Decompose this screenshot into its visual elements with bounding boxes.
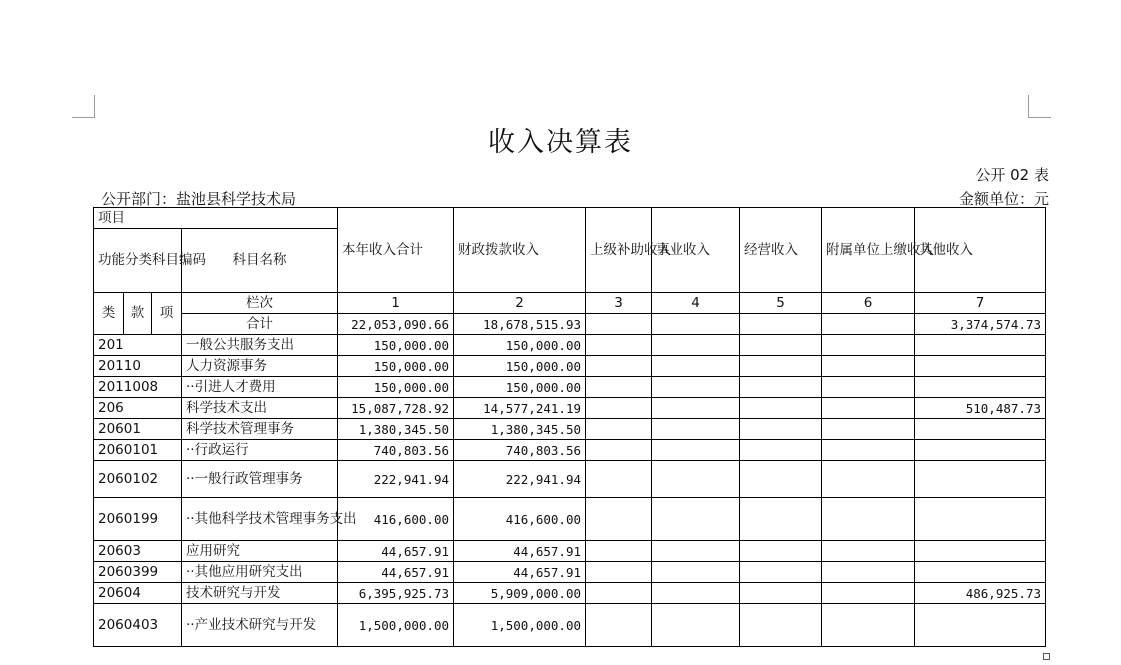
row-code: 20603 xyxy=(94,541,182,562)
header-func-code: 功能分类科目编码 xyxy=(94,229,182,293)
row-business xyxy=(652,335,740,356)
table-resize-handle[interactable] xyxy=(1043,653,1050,660)
row-other xyxy=(915,356,1046,377)
row-fiscal: 222,941.94 xyxy=(454,461,586,498)
row-business xyxy=(652,398,740,419)
header-lei: 类 xyxy=(94,293,124,335)
header-subject-name: 科目名称 xyxy=(182,229,338,293)
row-business xyxy=(652,541,740,562)
header-business: 事业收入 xyxy=(652,208,740,293)
row-operating xyxy=(740,356,822,377)
row-other xyxy=(915,440,1046,461)
col-num: 7 xyxy=(915,293,1046,314)
row-affiliated xyxy=(822,541,915,562)
header-affiliated: 附属单位上缴收入 xyxy=(822,208,915,293)
row-operating xyxy=(740,583,822,604)
row-fiscal: 1,500,000.00 xyxy=(454,604,586,647)
table-row xyxy=(94,356,1046,377)
row-business xyxy=(652,440,740,461)
header-xiang: 项 xyxy=(152,293,182,335)
total-row-label: 合计 xyxy=(182,314,338,335)
total-row-business xyxy=(652,314,740,335)
row-superior xyxy=(586,498,652,541)
row-total-income: 740,803.56 xyxy=(338,440,454,461)
row-fiscal: 5,909,000.00 xyxy=(454,583,586,604)
row-total-income: 150,000.00 xyxy=(338,335,454,356)
row-code: 2011008 xyxy=(94,377,182,398)
row-superior xyxy=(586,541,652,562)
header-kuan: 款 xyxy=(124,293,152,335)
row-other: 486,925.73 xyxy=(915,583,1046,604)
page-corner-mark-left xyxy=(72,95,95,118)
row-superior xyxy=(586,377,652,398)
row-operating xyxy=(740,604,822,647)
row-other: 510,487.73 xyxy=(915,398,1046,419)
row-superior xyxy=(586,461,652,498)
col-num: 1 xyxy=(338,293,454,314)
table-row xyxy=(94,498,1046,541)
row-operating xyxy=(740,498,822,541)
table-row xyxy=(94,335,1046,356)
col-num: 5 xyxy=(740,293,822,314)
table-row xyxy=(94,604,1046,647)
row-superior xyxy=(586,335,652,356)
row-affiliated xyxy=(822,356,915,377)
row-fiscal: 740,803.56 xyxy=(454,440,586,461)
page-corner-mark-right xyxy=(1028,95,1051,118)
row-subject-name: 应用研究 xyxy=(182,541,338,562)
row-superior xyxy=(586,356,652,377)
row-affiliated xyxy=(822,562,915,583)
row-other xyxy=(915,541,1046,562)
row-superior xyxy=(586,398,652,419)
row-total-income: 1,380,345.50 xyxy=(338,419,454,440)
row-business xyxy=(652,604,740,647)
row-other xyxy=(915,377,1046,398)
row-superior xyxy=(586,440,652,461)
row-operating xyxy=(740,377,822,398)
row-business xyxy=(652,498,740,541)
table-row xyxy=(94,377,1046,398)
row-affiliated xyxy=(822,440,915,461)
row-code: 20601 xyxy=(94,419,182,440)
row-other xyxy=(915,604,1046,647)
row-code: 2060403 xyxy=(94,604,182,647)
row-code: 206 xyxy=(94,398,182,419)
row-superior xyxy=(586,583,652,604)
row-total-income: 150,000.00 xyxy=(338,356,454,377)
col-num: 3 xyxy=(586,293,652,314)
row-business xyxy=(652,562,740,583)
row-total-income: 416,600.00 xyxy=(338,498,454,541)
row-fiscal: 14,577,241.19 xyxy=(454,398,586,419)
row-total-income: 44,657.91 xyxy=(338,562,454,583)
col-num: 4 xyxy=(652,293,740,314)
document-title: 收入决算表 xyxy=(488,127,633,158)
header-total-income: 本年收入合计 xyxy=(338,208,454,293)
row-affiliated xyxy=(822,583,915,604)
header-other: 其他收入 xyxy=(915,208,1046,293)
row-code: 201 xyxy=(94,335,182,356)
total-row-superior xyxy=(586,314,652,335)
row-affiliated xyxy=(822,461,915,498)
income-final-accounts-table xyxy=(93,207,1046,647)
table-row xyxy=(94,419,1046,440)
row-code: 2060199 xyxy=(94,498,182,541)
row-subject-name: ··其他科学技术管理事务支出 xyxy=(182,498,338,541)
table-row xyxy=(94,562,1046,583)
row-fiscal: 44,657.91 xyxy=(454,562,586,583)
row-total-income: 222,941.94 xyxy=(338,461,454,498)
row-fiscal: 1,380,345.50 xyxy=(454,419,586,440)
row-other xyxy=(915,419,1046,440)
header-operating: 经营收入 xyxy=(740,208,822,293)
row-code: 2060102 xyxy=(94,461,182,498)
row-subject-name: ··引进人才费用 xyxy=(182,377,338,398)
row-operating xyxy=(740,419,822,440)
row-other xyxy=(915,562,1046,583)
total-row-other: 3,374,574.73 xyxy=(915,314,1046,335)
header-fiscal: 财政拨款收入 xyxy=(454,208,586,293)
table-row xyxy=(94,440,1046,461)
row-fiscal: 150,000.00 xyxy=(454,356,586,377)
row-operating xyxy=(740,541,822,562)
row-total-income: 6,395,925.73 xyxy=(338,583,454,604)
row-business xyxy=(652,583,740,604)
row-business xyxy=(652,377,740,398)
row-operating xyxy=(740,335,822,356)
row-subject-name: 技术研究与开发 xyxy=(182,583,338,604)
row-superior xyxy=(586,419,652,440)
form-code: 公开 02 表 xyxy=(975,166,1049,184)
row-affiliated xyxy=(822,335,915,356)
row-subject-name: ··行政运行 xyxy=(182,440,338,461)
row-total-income: 15,087,728.92 xyxy=(338,398,454,419)
row-affiliated xyxy=(822,498,915,541)
row-subject-name: 人力资源事务 xyxy=(182,356,338,377)
row-code: 20604 xyxy=(94,583,182,604)
table-row xyxy=(94,461,1046,498)
row-operating xyxy=(740,398,822,419)
header-column-seq: 栏次 xyxy=(182,293,338,314)
row-total-income: 1,500,000.00 xyxy=(338,604,454,647)
row-subject-name: 科学技术支出 xyxy=(182,398,338,419)
total-row-fiscal: 18,678,515.93 xyxy=(454,314,586,335)
row-operating xyxy=(740,461,822,498)
row-affiliated xyxy=(822,604,915,647)
row-business xyxy=(652,419,740,440)
row-affiliated xyxy=(822,377,915,398)
row-business xyxy=(652,356,740,377)
row-total-income: 44,657.91 xyxy=(338,541,454,562)
total-row-affiliated xyxy=(822,314,915,335)
table-row xyxy=(94,583,1046,604)
amount-unit-label: 金额单位：元 xyxy=(958,190,1049,208)
row-subject-name: ··一般行政管理事务 xyxy=(182,461,338,498)
row-other xyxy=(915,335,1046,356)
row-subject-name: 科学技术管理事务 xyxy=(182,419,338,440)
row-fiscal: 416,600.00 xyxy=(454,498,586,541)
row-subject-name: ··产业技术研究与开发 xyxy=(182,604,338,647)
row-code: 2060101 xyxy=(94,440,182,461)
row-fiscal: 150,000.00 xyxy=(454,377,586,398)
row-total-income: 150,000.00 xyxy=(338,377,454,398)
table-row xyxy=(94,398,1046,419)
row-superior xyxy=(586,562,652,583)
row-business xyxy=(652,461,740,498)
row-operating xyxy=(740,562,822,583)
header-superior: 上级补助收入 xyxy=(586,208,652,293)
row-code: 20110 xyxy=(94,356,182,377)
header-item: 项目 xyxy=(94,208,338,229)
row-affiliated xyxy=(822,398,915,419)
row-affiliated xyxy=(822,419,915,440)
row-subject-name: 一般公共服务支出 xyxy=(182,335,338,356)
row-fiscal: 44,657.91 xyxy=(454,541,586,562)
total-row-operating xyxy=(740,314,822,335)
department-label: 公开部门：盐池县科学技术局 xyxy=(101,190,297,208)
row-fiscal: 150,000.00 xyxy=(454,335,586,356)
col-num: 2 xyxy=(454,293,586,314)
row-operating xyxy=(740,440,822,461)
table-body xyxy=(94,335,1046,647)
col-num: 6 xyxy=(822,293,915,314)
row-code: 2060399 xyxy=(94,562,182,583)
row-superior xyxy=(586,604,652,647)
row-subject-name: ··其他应用研究支出 xyxy=(182,562,338,583)
total-row-income: 22,053,090.66 xyxy=(338,314,454,335)
table-row xyxy=(94,541,1046,562)
row-other xyxy=(915,498,1046,541)
row-other xyxy=(915,461,1046,498)
